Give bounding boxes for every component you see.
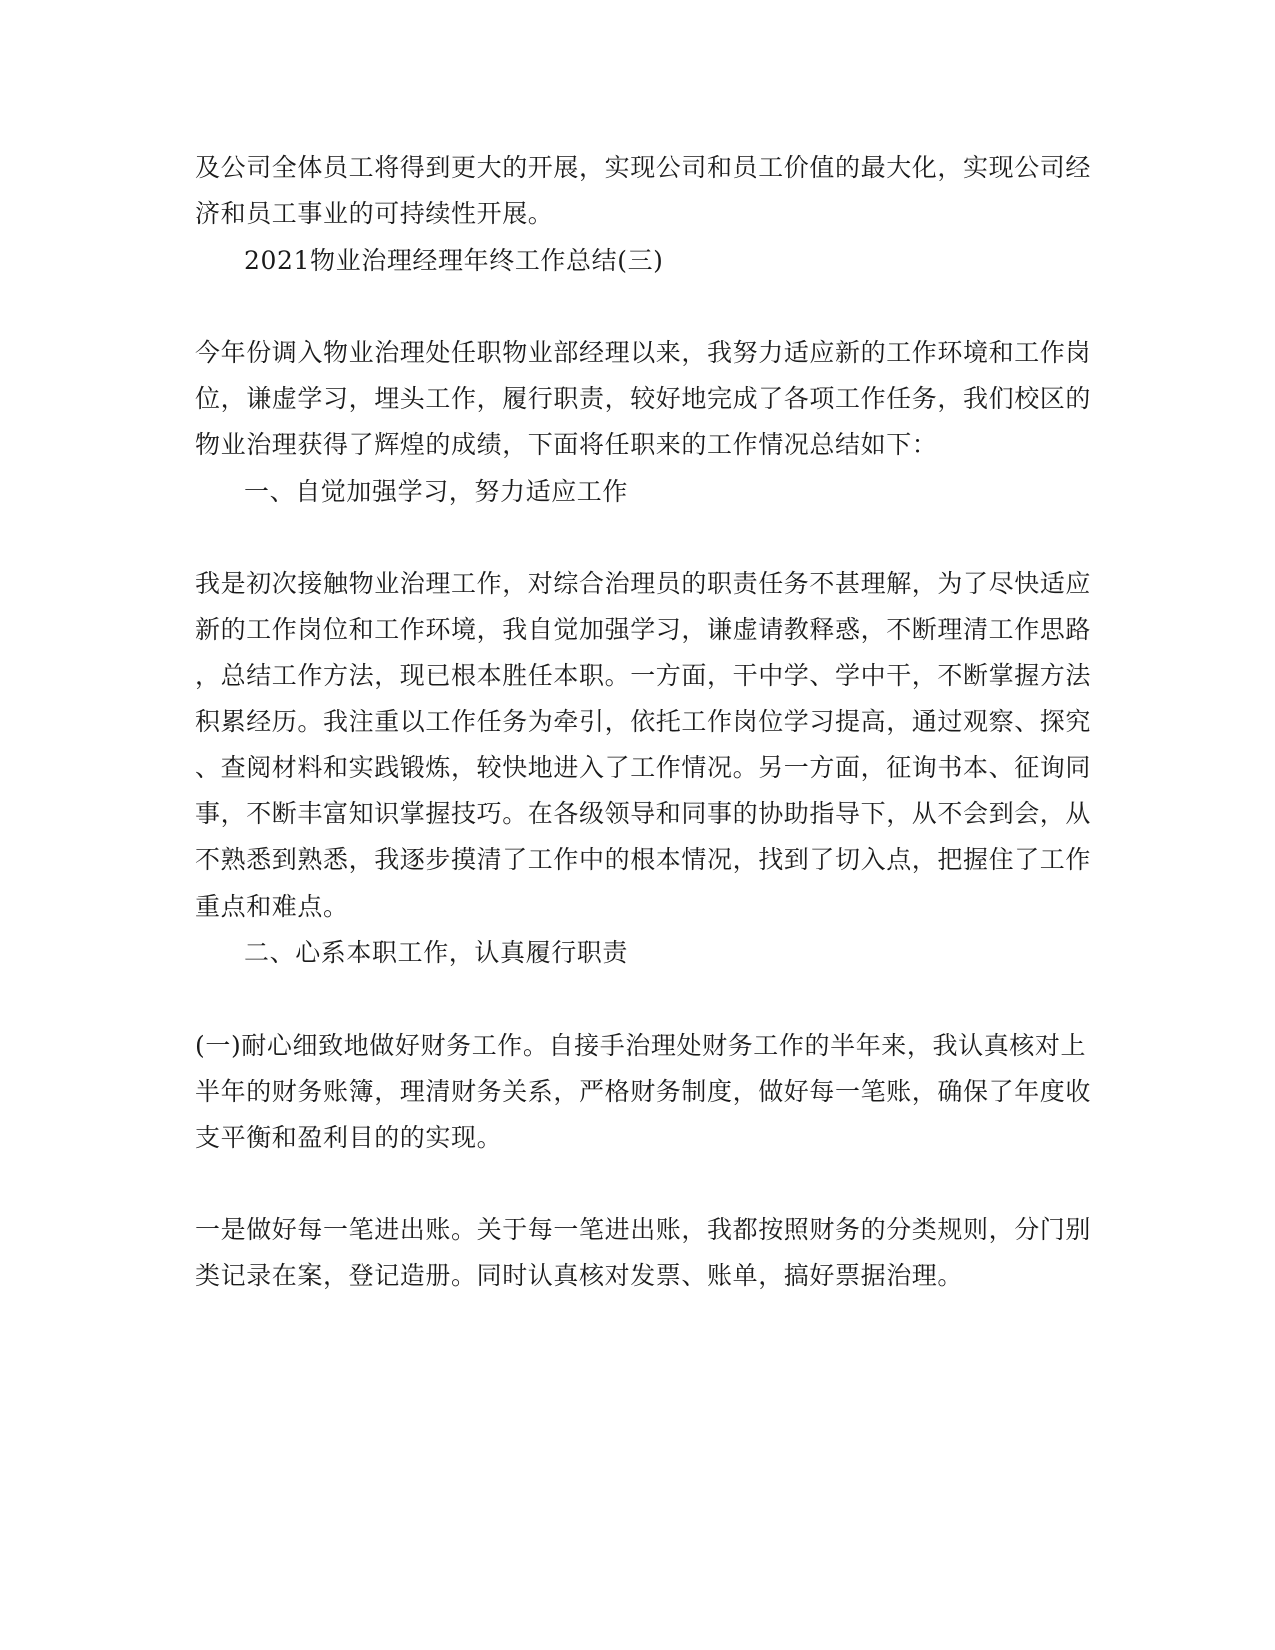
paragraph-line: 、查阅材料和实践锻炼，较快地进入了工作情况。另一方面，征询书本、征询同 — [195, 753, 1092, 782]
paragraph-line: (一)耐心细致地做好财务工作。自接手治理处财务工作的半年来，我认真核对上 — [195, 1031, 1087, 1060]
paragraph-line: 积累经历。我注重以工作任务为牵引，依托工作岗位学习提高，通过观察、探究 — [195, 707, 1092, 736]
paragraph-line: 一是做好每一笔进出账。关于每一笔进出账，我都按照财务的分类规则，分门别 — [195, 1215, 1092, 1244]
paragraph-line: 事，不断丰富知识掌握技巧。在各级领导和同事的协助指导下，从不会到会，从 — [195, 799, 1092, 828]
paragraph-line: ，总结工作方法，现已根本胜任本职。一方面，干中学、学中干，不断掌握方法 — [195, 661, 1092, 690]
paragraph-line: 今年份调入物业治理处任职物业部经理以来，我努力适应新的工作环境和工作岗 — [195, 338, 1092, 367]
paragraph-line: 新的工作岗位和工作环境，我自觉加强学习，谦虚请教释惑，不断理清工作思路 — [195, 615, 1092, 644]
section-heading: 二、心系本职工作，认真履行职责 — [244, 938, 629, 967]
paragraph-line: 重点和难点。 — [195, 892, 349, 921]
paragraph-line: 物业治理获得了辉煌的成绩，下面将任职来的工作情况总结如下： — [195, 430, 938, 459]
paragraph-line: 支平衡和盈利目的的实现。 — [195, 1123, 503, 1152]
paragraph-line: 济和员工事业的可持续性开展。 — [195, 199, 554, 228]
paragraph-line: 位，谦虚学习，埋头工作，履行职责，较好地完成了各项工作任务，我们校区的 — [195, 384, 1092, 413]
paragraph-line: 半年的财务账簿，理清财务关系，严格财务制度，做好每一笔账，确保了年度收 — [195, 1077, 1092, 1106]
paragraph-line: 及公司全体员工将得到更大的开展，实现公司和员工价值的最大化，实现公司经 — [195, 153, 1092, 182]
paragraph-line: 类记录在案，登记造册。同时认真核对发票、账单，搞好票据治理。 — [195, 1261, 964, 1290]
paragraph-line: 我是初次接触物业治理工作，对综合治理员的职责任务不甚理解，为了尽快适应 — [195, 569, 1092, 598]
section-title: 2021物业治理经理年终工作总结(三) — [244, 246, 664, 275]
section-heading: 一、自觉加强学习，努力适应工作 — [244, 477, 629, 506]
paragraph-line: 不熟悉到熟悉，我逐步摸清了工作中的根本情况，找到了切入点，把握住了工作 — [195, 845, 1092, 874]
